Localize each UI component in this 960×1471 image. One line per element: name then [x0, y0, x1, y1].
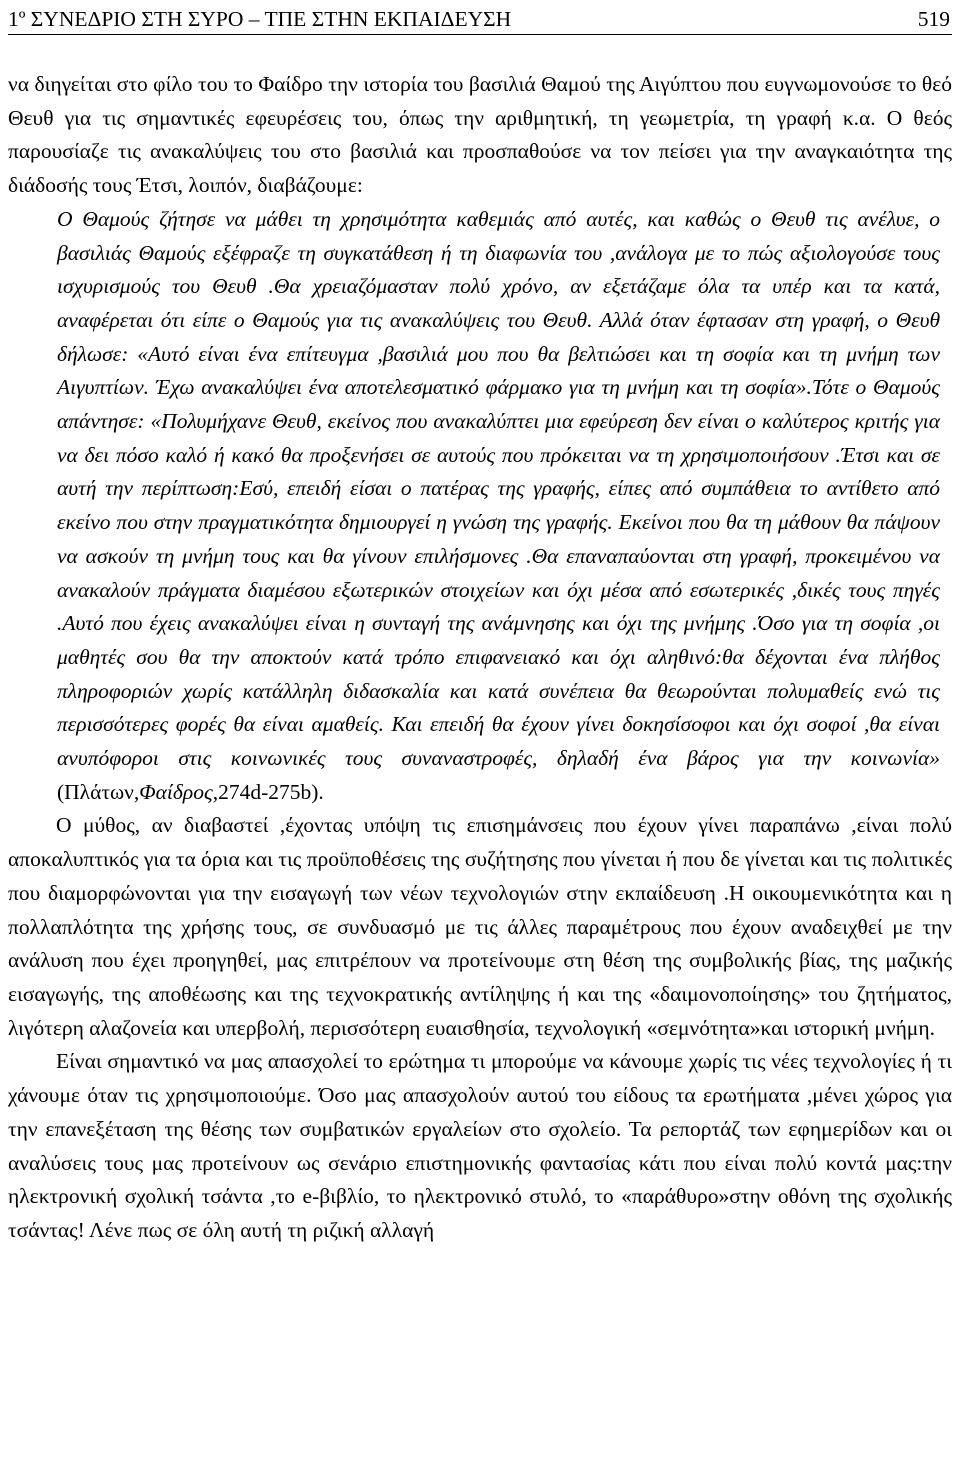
- page-number: 519: [917, 7, 950, 31]
- running-header: [8, 4, 952, 35]
- body-text: [8, 68, 952, 1248]
- intro-paragraph: να διηγείται στο φίλο του το Φαίδρο την ιστορία του βασιλιά Θαμού της Αιγύπτου που ευγνωμονούσε το θεό Θευθ για τις σημαντικές εφευρέσεις του, όπως την αριθμητική, τη γεωμετρία, τη γραφή κ.α. Ο θεός παρουσίαζε τις ανακαλύψεις του στο βασιλιά και προσπαθούσε να τον πείσει για την αναγκαιότητα της διάδοσής τους Έτσι, λοιπόν, διαβάζουμε:: [8, 72, 952, 198]
- quote-text: Ο Θαμούς ζήτησε να μάθει τη χρησιμότητα καθεμιάς από αυτές, και καθώς ο Θευθ τις ανέλυε, ο βασιλιάς Θαμούς εξέφραζε τη συγκατάθεση ή τη διαφωνία του ,ανάλογα με το πώς αξιολογούσε τους ισχυρισμούς του Θευθ .Θα χρειαζόμασταν πολύ χρόνο, αν εξετάζαμε όλα τα υπέρ και τα κατά, αναφέρεται ότι είπε ο Θαμούς για τις ανακαλύψεις του Θευθ. Αλλά όταν έφτασαν στη γραφή, ο Θευθ δήλωσε: «Αυτό είναι ένα επίτευγμα ,βασιλιά μου που θα βελτιώσει και τη σοφία και τη μνήμη των Αιγυπτίων. Έχω ανακαλύψει ένα αποτελεσματικό φάρμακο για τη μνήμη και τη σοφία».Τότε ο Θαμούς απάντησε: «Πολυμήχανε Θευθ, εκείνος που ανακαλύπτει μια εφεύρεση δεν είναι ο καλύτερος κριτής για να δει πόσο καλό ή κακό θα προξενήσει σε αυτούς που πρόκειται να τη χρησιμοποιήσουν .Έτσι και σε αυτή την περίπτωση:Εσύ, επειδή είσαι ο πατέρας της γραφής, είπες από συμπάθεια το αντίθετο από εκείνο που στην πραγματικότητα δημιουργεί η γνώση της γραφής. Εκείνοι που θα τη μάθουν θα πάψουν να ασκούν τη μνήμη τους και θα γίνουν επιλήσμονες .Θα επαναπαύονται στη γραφή, προκειμένου να ανακαλούν πράγματα διαμέσου εξωτερικών στοιχείων και όχι μέσα από εσωτερικές ,δικές τους πηγές .Αυτό που έχεις ανακαλύψει είναι η συνταγή της ανάμνησης και όχι της μνήμης .Όσο για τη σοφία ,οι μαθητές σου θα την αποκτούν κατά τρόπο επιφανειακό και όχι αληθινό:θα δέχονται ένα πλήθος πληροφοριών χωρίς κατάλληλη διδασκαλία και κατά συνέπεια θα θεωρούνται πολυμαθείς ενώ τις περισσότερες φορές θα είναι αμαθείς. Και επειδή θα έχουν γίνει δοκησίσοφοι και όχι σοφοί ,θα είναι ανυπόφοροι στις κοινωνικές τους συναναστροφές, δηλαδή ένα βάρος για την κοινωνία»: [57, 206, 940, 771]
- body-paragraph-1: Ο μύθος, αν διαβαστεί ,έχοντας υπόψη τις επισημάνσεις που έχουν γίνει παραπάνω ,είναι πολύ αποκαλυπτικός για τα όρια και τις προϋποθέσεις της συζήτησης που γίνεται ή που δε γίνεται και τις πολιτικές που διαμορφώνονται για την εισαγωγή των νέων τεχνολογιών στην εκπαίδευση .Η οικουμενικότητα και η πολλαπλότητα της χρήσης τους, σε συνδυασμό με τις άλλες παραμέτρους που έχουν αναδειχθεί με την ανάλυση που έχει προηγηθεί, μας επιτρέπουν να προτείνουμε στη θέση της συμβολικής βίας, της μαζικής εισαγωγής, της αποθέωσης και της τεχνοκρατικής αντίληψης ή και της «δαιμονοποίησης» του ζητήματος, λιγότερη αλαζονεία και υπερβολή, περισσότερη ευαισθησία, τεχνολογική «σεμνότητα»και ιστορική μνήμη.: [8, 813, 952, 1040]
- quote-citation-work: Φαίδρος: [139, 779, 213, 804]
- quote-citation-suffix: ,274d-275b).: [212, 779, 324, 804]
- quote-citation-prefix: (Πλάτων,: [57, 779, 140, 804]
- body-paragraph-2: Είναι σημαντικό να μας απασχολεί το ερώτημα τι μπορούμε να κάνουμε χωρίς τις νέες τεχνολογίες ή τι χάνουμε όταν τις χρησιμοποιούμε. Όσο μας απασχολούν αυτού του είδους τα ερωτήματα ,μένει χώρος για την επανεξέταση της θέσης των συμβατικών εργαλείων στο σχολείο. Τα ρεπορτάζ των εφημερίδων και οι αναλύσεις τους μας προτείνουν ως σενάριο επιστημονικής φαντασίας κάτι που είναι πολύ κοντά μας:την ηλεκτρονική σχολική τσάντα ,το e-βιβλίο, το ηλεκτρονικό στυλό, το «παράθυρο»στην οθόνη της σχολικής τσάντας! Λένε πως σε όλη αυτή τη ριζική αλλαγή: [8, 1049, 952, 1242]
- conference-title: 1º ΣΥΝΕΔΡΙΟ ΣΤΗ ΣΥΡΟ – ΤΠΕ ΣΤΗΝ ΕΚΠΑΙΔΕΥΣΗ: [8, 7, 512, 31]
- plato-quote: [8, 203, 952, 810]
